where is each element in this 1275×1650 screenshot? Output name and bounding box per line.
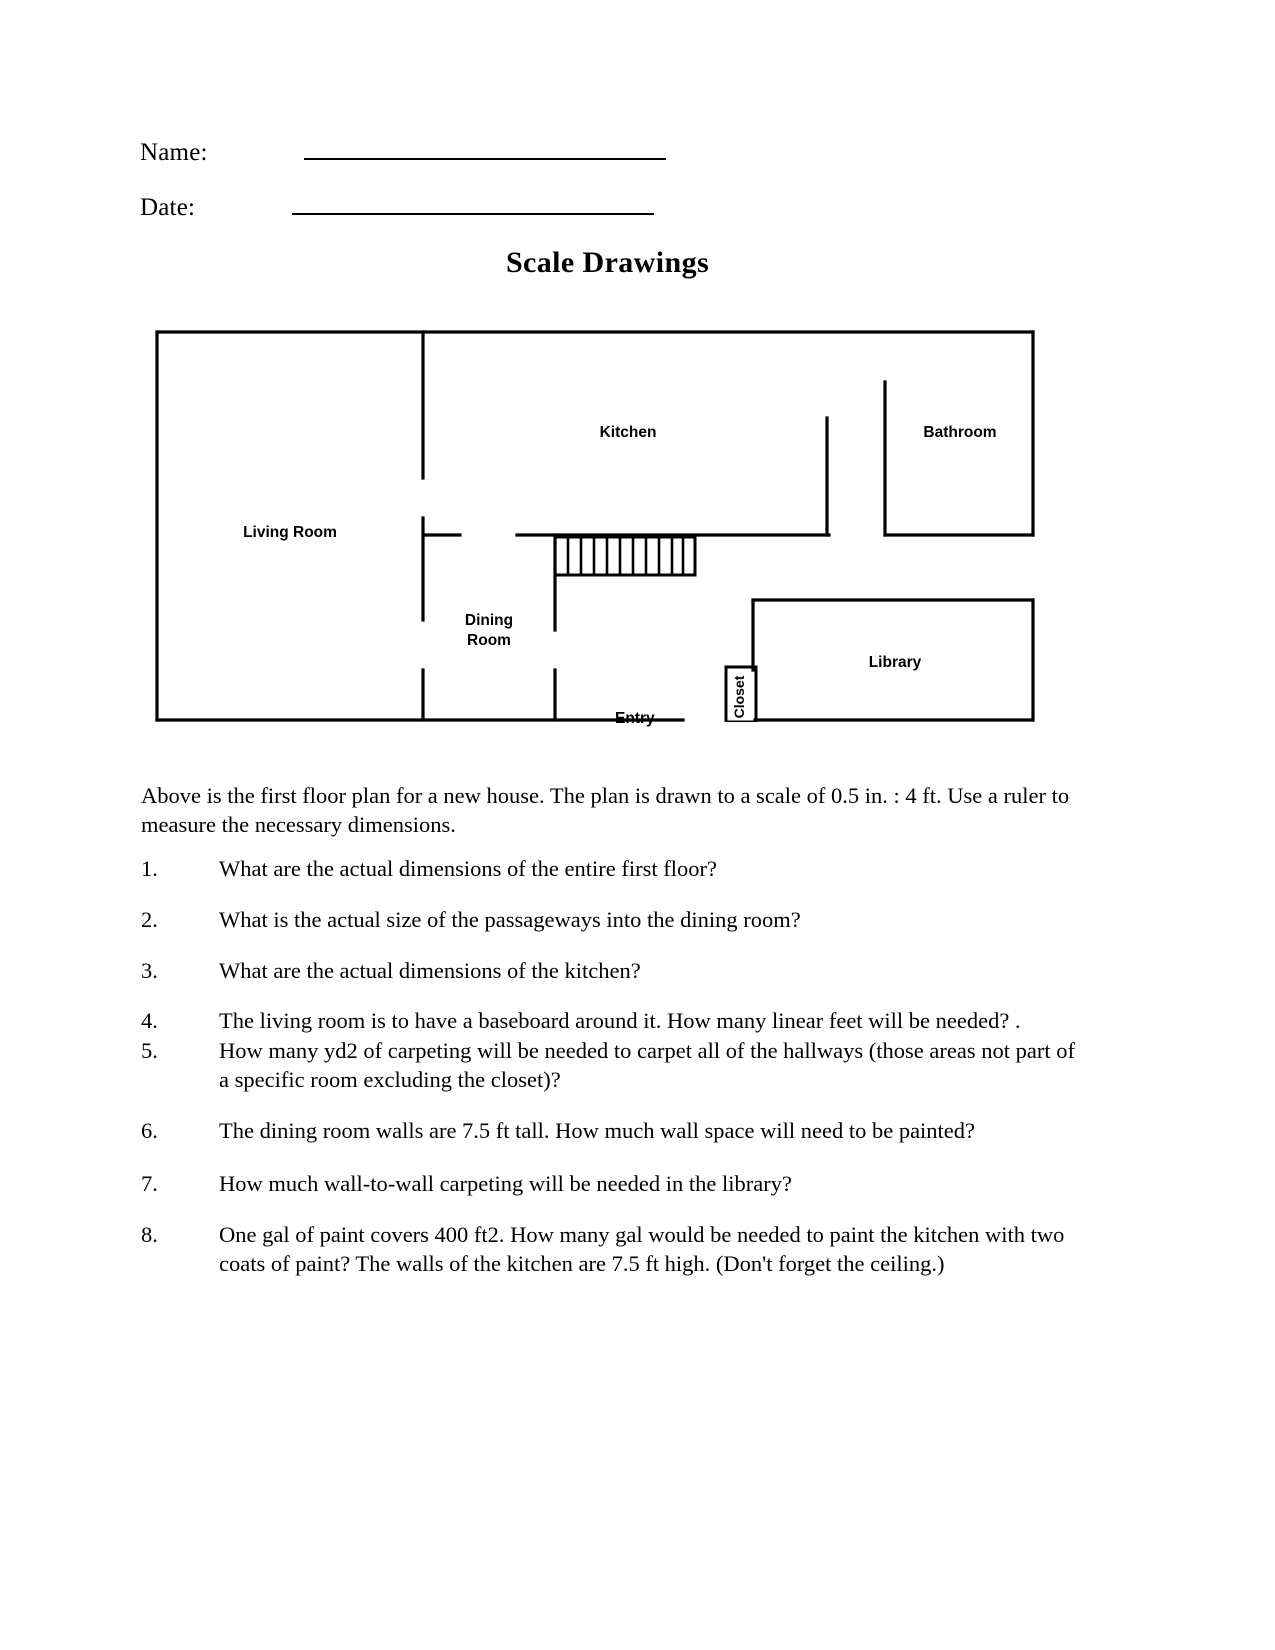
room-label-living-room: Living Room — [243, 524, 337, 541]
question-item-5 — [141, 1037, 1076, 1095]
question-item-6 — [141, 1117, 1076, 1146]
question-number-7: 7. — [141, 1170, 158, 1196]
room-label-library: Library — [868, 654, 922, 671]
question-item-8 — [141, 1221, 1076, 1279]
date-write-in-line[interactable] — [292, 213, 654, 215]
question-text-2: What is the actual size of the passageways into the dining room? — [219, 906, 801, 932]
question-number-3: 3. — [141, 957, 158, 983]
room-label-kitchen: Kitchen — [599, 424, 657, 441]
room-label-bathroom: Bathroom — [923, 424, 997, 441]
staircase-icon — [555, 537, 695, 575]
question-number-5: 5. — [141, 1038, 158, 1064]
question-number-2: 2. — [141, 906, 158, 932]
question-text-1: What are the actual dimensions of the entire first floor? — [219, 856, 717, 881]
date-label: Date: — [140, 194, 196, 221]
page-title: Scale Drawings — [505, 246, 710, 279]
question-text-5: How many yd2 of carpeting will be needed to carpet all of the hallways (those areas not part of a specific room excluding the closet)? — [219, 1038, 1075, 1092]
room-label-entry: Entry — [615, 710, 655, 727]
question-item-1 — [141, 855, 1076, 884]
question-text-6: The dining room walls are 7.5 ft tall. How much wall space will need to be painted? — [219, 1117, 976, 1143]
name-write-in-line[interactable] — [304, 158, 666, 160]
question-text-4: The living room is to have a baseboard around it. How many linear feet will be needed? . — [219, 1008, 1021, 1034]
intro-paragraph: Above is the first floor plan for a new house. The plan is drawn to a scale of 0.5 in. : 4 ft. Use a ruler to measure the necessary dimensions. — [141, 783, 1070, 837]
question-number-1: 1. — [141, 856, 158, 881]
question-number-8: 8. — [141, 1222, 158, 1248]
floor-plan-diagram — [155, 330, 1035, 722]
floor-plan-svg — [155, 330, 1035, 722]
room-label-dining-room-line1: Dining — [464, 612, 514, 629]
question-text-8: One gal of paint covers 400 ft2. How many gal would be needed to paint the kitchen with two coats of paint? The walls of the kitchen are 7.5 ft high. (Don't forget the ceiling.) — [219, 1222, 1065, 1277]
question-item-7 — [141, 1170, 1076, 1199]
question-number-6: 6. — [141, 1117, 158, 1143]
room-label-closet: Closet — [731, 675, 747, 719]
room-label-dining-room-line2: Room — [467, 632, 511, 649]
name-field-row — [140, 140, 666, 165]
question-number-4: 4. — [141, 1008, 158, 1034]
question-text-3: What are the actual dimensions of the kitchen? — [219, 957, 641, 983]
question-list — [141, 855, 1076, 1279]
question-text-7: How much wall-to-wall carpeting will be needed in the library? — [219, 1170, 792, 1196]
question-item-4 — [141, 1007, 1076, 1036]
name-label: Name: — [140, 139, 208, 166]
question-item-2 — [141, 906, 1076, 935]
date-field-row — [140, 195, 654, 220]
question-item-3 — [141, 957, 1076, 986]
